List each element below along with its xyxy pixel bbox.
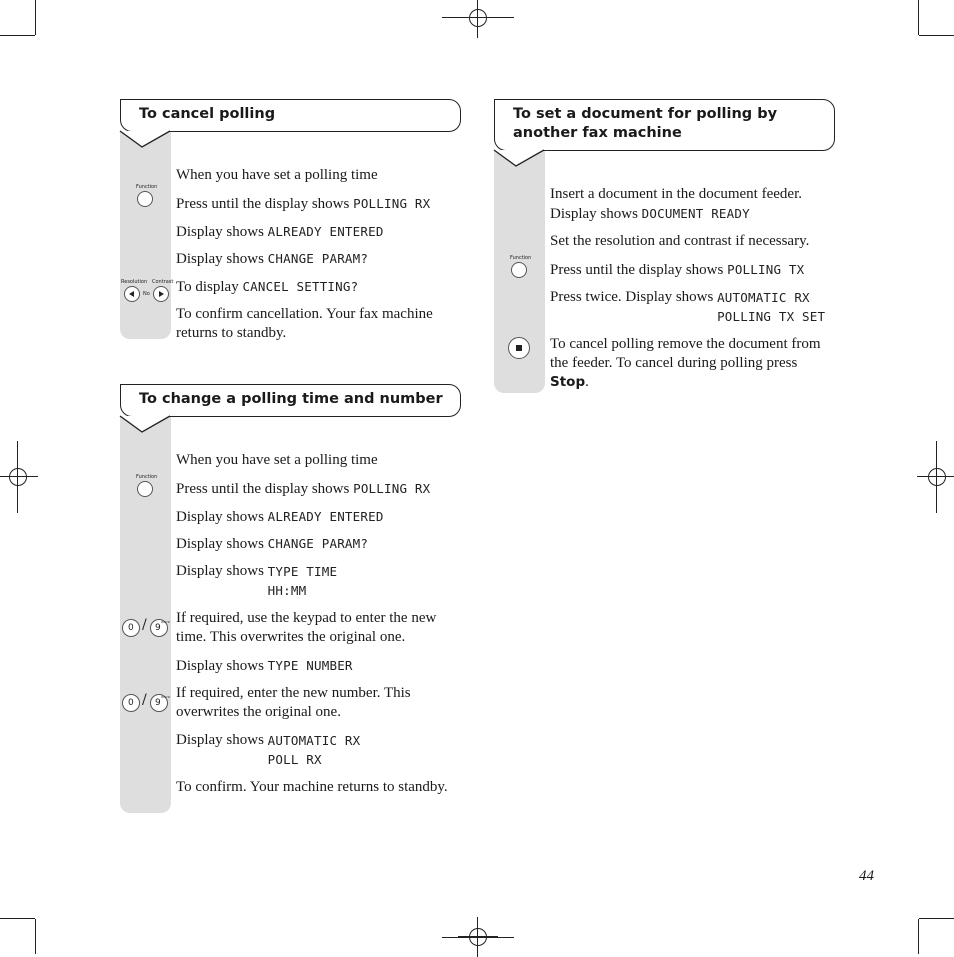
step-text: Press until the display shows POLLING TX xyxy=(550,262,805,278)
step-text: Display shows TYPE NUMBER xyxy=(176,658,353,674)
step-text: Display shows ALREADY ENTERED xyxy=(176,509,384,525)
crop-mark xyxy=(918,0,919,35)
display-message: CANCEL SETTING? xyxy=(242,279,359,294)
step-text: Display shows AUTOMATIC RX POLL RX xyxy=(176,732,361,767)
section-header xyxy=(120,384,461,417)
crop-mark xyxy=(919,918,954,919)
step-text: If required, use the keypad to enter the new time. This overwrites the original one. xyxy=(176,610,437,645)
display-message: POLLING TX xyxy=(727,262,805,277)
registration-mark-left xyxy=(0,457,38,497)
display-message: DOCUMENT READY xyxy=(641,206,750,221)
crop-mark xyxy=(0,918,35,919)
display-message: ALREADY ENTERED xyxy=(267,509,384,524)
stop-key-label: Stop xyxy=(550,374,586,390)
crop-mark xyxy=(919,35,954,36)
step-text: Display shows TYPE TIME HH:MM xyxy=(176,563,338,598)
display-message: CHANGE PARAM? xyxy=(267,251,369,266)
crop-mark xyxy=(0,35,35,36)
display-message: CHANGE PARAM? xyxy=(267,536,369,551)
step-text: To display CANCEL SETTING? xyxy=(176,279,359,295)
display-message: ALREADY ENTERED xyxy=(267,224,384,239)
cancel-polling-section xyxy=(120,99,461,344)
keypad-0-9-icon: 0 / 9 WXYZ xyxy=(120,690,172,714)
display-message: POLLING TX SET xyxy=(717,309,826,324)
step-text: To confirm. Your machine returns to standby. xyxy=(176,779,448,795)
display-message: TYPE TIME xyxy=(267,564,338,579)
display-message: AUTOMATIC RX xyxy=(267,733,361,748)
step-text: Press twice. Display shows AUTOMATIC RX POLLING TX SET xyxy=(550,289,826,324)
step-text: Set the resolution and contrast if necessary. xyxy=(550,233,810,249)
set-polling-section: To set a document for polling by another fax machine Function Insert a document in the document feeder. Display shows DOCUMENT READY Set the resolution and contrast if necessary. Press until the display shows POLLING TX Press twice. Display shows AUTOMATIC RX POLLING TX SET To cancel polling remove the document from the feeder. To cancel during polling press Stop. xyxy=(494,99,835,395)
header-pointer xyxy=(119,130,173,150)
step-text: Display shows CHANGE PARAM? xyxy=(176,251,369,267)
step-text: To confirm cancellation. Your fax machine returns to standby. xyxy=(176,306,433,341)
crop-mark xyxy=(35,919,36,954)
section-header xyxy=(120,99,461,132)
display-message: POLLING RX xyxy=(353,196,431,211)
header-pointer xyxy=(119,415,173,435)
step-text: Press until the display shows POLLING RX xyxy=(176,481,431,497)
keypad-0-9-icon: 0 / 9 WXYZ xyxy=(120,615,172,639)
display-message: POLL RX xyxy=(267,752,322,767)
function-label: Function xyxy=(136,184,158,190)
display-message: TYPE NUMBER xyxy=(267,658,353,673)
display-message: AUTOMATIC RX xyxy=(717,290,810,305)
registration-mark-top xyxy=(458,0,498,38)
section-title: To cancel polling xyxy=(139,106,276,122)
display-message: HH:MM xyxy=(267,583,307,598)
step-text: If required, enter the new number. This overwrites the original one. xyxy=(176,685,411,720)
step-text: When you have set a polling time xyxy=(176,167,378,183)
step-text: Display shows CHANGE PARAM? xyxy=(176,536,369,552)
step-text: Display shows ALREADY ENTERED xyxy=(176,224,384,240)
resolution-contrast-keys-icon: Resolution Contrast No xyxy=(121,279,173,305)
section-header xyxy=(494,99,835,151)
step-text: Insert a document in the document feeder. Display shows DOCUMENT READY xyxy=(550,186,802,222)
step-text: To cancel polling remove the document from the feeder. To cancel during polling press Stop. xyxy=(550,336,821,390)
change-polling-section: To change a polling time and number Function 0 / 9 WXYZ 0 / 9 WXYZ When you have set a polling time Press until the display shows POLLING RX Display shows ALREADY ENTERED Display shows CHANGE PARAM? Display shows TYPE TIME HH:MM If required, use the keypad to enter the new time. This overwrites the original one. Display shows TYPE NUMBER If required, enter the new number. This overwrites the original one. Display shows AUTOMATIC RX POLL RX To confirm. Your machine returns to standby. xyxy=(120,384,461,819)
icon-strip xyxy=(120,132,171,339)
display-message: POLLING RX xyxy=(353,481,431,496)
registration-mark-right xyxy=(917,457,954,497)
header-pointer xyxy=(493,149,547,169)
step-text: Press until the display shows POLLING RX xyxy=(176,196,431,212)
section-title: To set a document for polling by another fax machine xyxy=(513,106,778,141)
page-number: 44 xyxy=(859,868,874,884)
crop-mark xyxy=(918,919,919,954)
section-title: To change a polling time and number xyxy=(139,391,443,407)
registration-mark-bottom xyxy=(458,917,498,957)
crop-mark xyxy=(35,0,36,35)
step-text: When you have set a polling time xyxy=(176,452,378,468)
